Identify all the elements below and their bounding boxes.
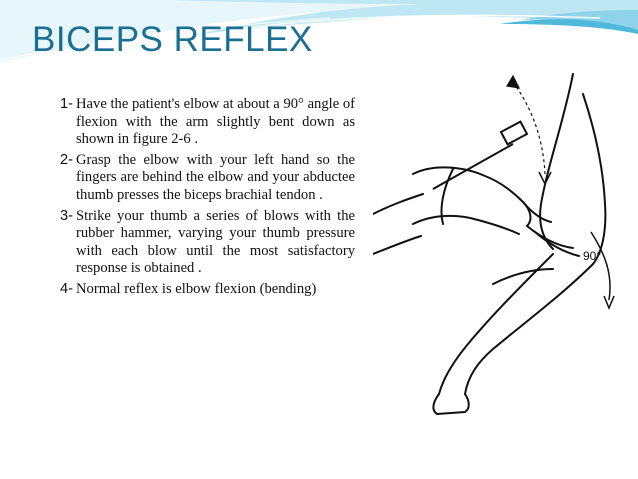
- step-text: Normal reflex is elbow flexion (bending): [76, 280, 317, 297]
- step-text: Grasp the elbow with your left hand so the fingers are behind the elbow and your abductee thumb presses the biceps brachial tendon .: [76, 151, 355, 203]
- step-number: 4-: [60, 280, 73, 297]
- slide-title: BICEPS REFLEX: [32, 20, 313, 59]
- step-item: [60, 208, 355, 278]
- step-number: 2-: [60, 151, 73, 168]
- step-item: [60, 281, 355, 299]
- angle-label: 90°: [583, 249, 602, 263]
- step-item: [60, 152, 355, 205]
- step-item: [60, 96, 355, 149]
- step-text: Strike your thumb a series of blows with the rubber hammer, varying your thumb pressure with each blow until the most satisfactory response is obtained .: [76, 207, 355, 277]
- step-number: 1-: [60, 96, 73, 112]
- step-text: Have the patient's elbow at about a 90° angle of flexion with the arm slightly bent down as shown in figure 2-6 .: [76, 96, 355, 148]
- steps-list: [60, 96, 355, 302]
- step-number: 3-: [60, 207, 73, 224]
- biceps-reflex-illustration: [373, 64, 631, 416]
